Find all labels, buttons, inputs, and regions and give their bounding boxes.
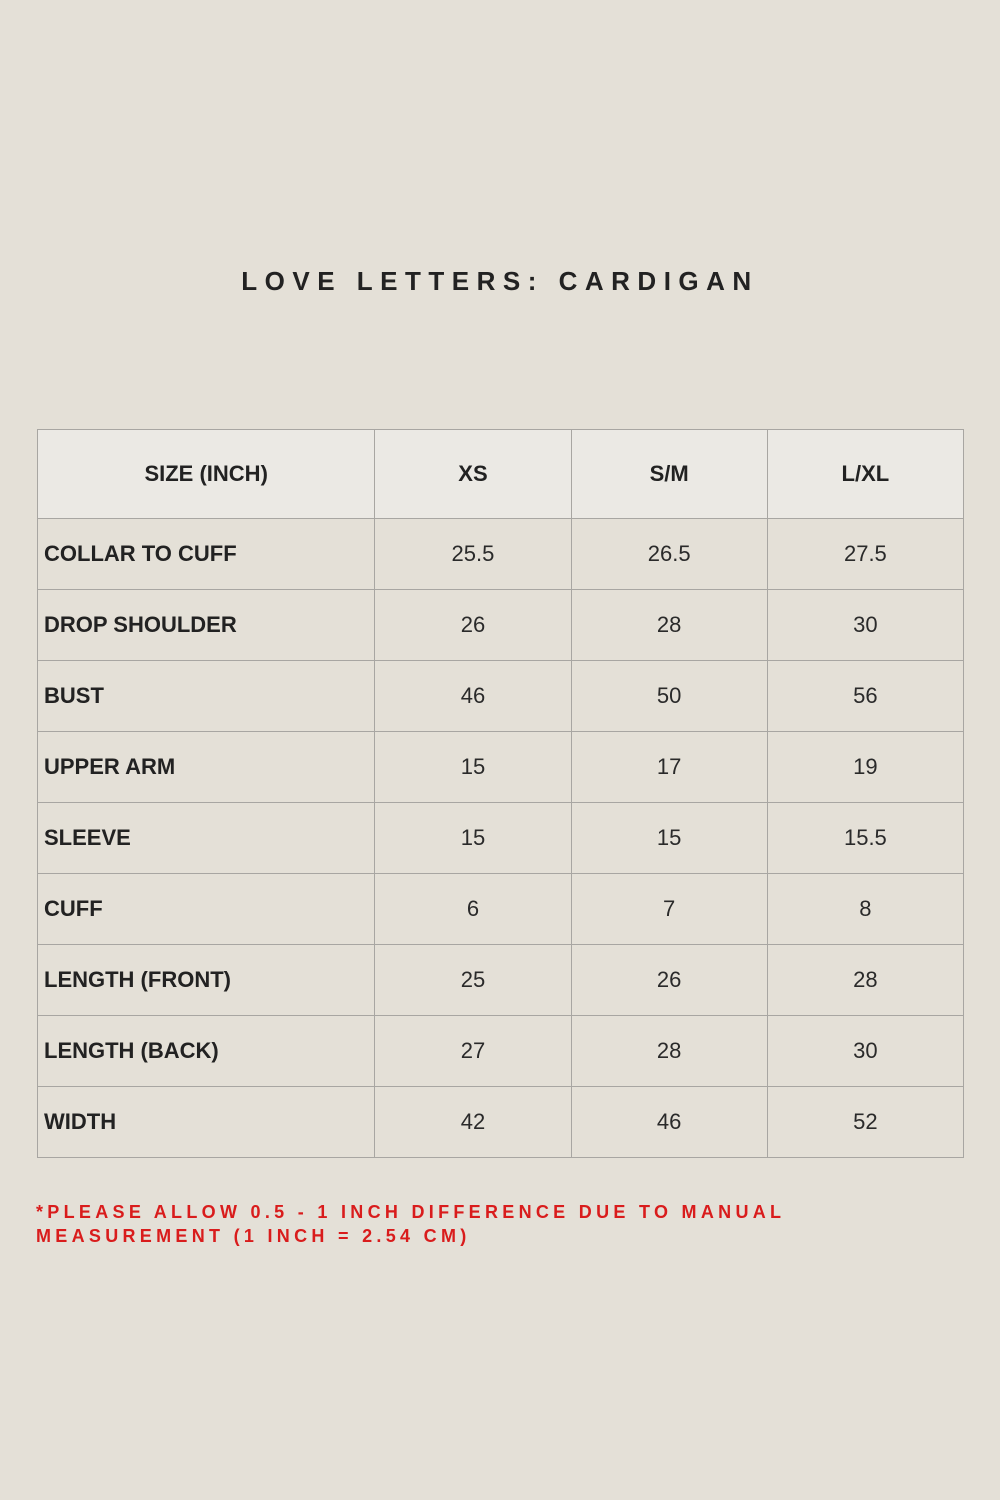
row-label: LENGTH (BACK) — [38, 1016, 375, 1087]
row-label: WIDTH — [38, 1087, 375, 1158]
measurement-cell: 52 — [767, 1087, 963, 1158]
measurement-cell: 28 — [767, 945, 963, 1016]
measurement-cell: 15.5 — [767, 803, 963, 874]
measurement-cell: 27.5 — [767, 519, 963, 590]
measurement-note — [36, 1200, 785, 1248]
measurement-cell: 27 — [375, 1016, 571, 1087]
table-row — [38, 1087, 964, 1158]
table-row — [38, 519, 964, 590]
measurement-cell: 15 — [571, 803, 767, 874]
measurement-cell: 50 — [571, 661, 767, 732]
row-label: LENGTH (FRONT) — [38, 945, 375, 1016]
measurement-cell: 7 — [571, 874, 767, 945]
size-chart-table — [37, 429, 964, 1158]
table-row — [38, 1016, 964, 1087]
row-label: BUST — [38, 661, 375, 732]
header-sm: S/M — [571, 430, 767, 519]
measurement-cell: 8 — [767, 874, 963, 945]
measurement-cell: 15 — [375, 732, 571, 803]
table-row — [38, 803, 964, 874]
measurement-cell: 15 — [375, 803, 571, 874]
measurement-cell: 26 — [571, 945, 767, 1016]
header-xs: XS — [375, 430, 571, 519]
table-header-row — [38, 430, 964, 519]
row-label: SLEEVE — [38, 803, 375, 874]
measurement-cell: 17 — [571, 732, 767, 803]
measurement-cell: 6 — [375, 874, 571, 945]
measurement-cell: 28 — [571, 1016, 767, 1087]
header-size: SIZE (INCH) — [38, 430, 375, 519]
table-row — [38, 732, 964, 803]
table-row — [38, 590, 964, 661]
measurement-cell: 46 — [375, 661, 571, 732]
measurement-cell: 19 — [767, 732, 963, 803]
measurement-cell: 46 — [571, 1087, 767, 1158]
page-title: LOVE LETTERS: CARDIGAN — [241, 266, 759, 296]
row-label: COLLAR TO CUFF — [38, 519, 375, 590]
measurement-cell: 42 — [375, 1087, 571, 1158]
row-label: UPPER ARM — [38, 732, 375, 803]
measurement-cell: 28 — [571, 590, 767, 661]
measurement-cell: 26.5 — [571, 519, 767, 590]
measurement-cell: 25.5 — [375, 519, 571, 590]
table-row — [38, 945, 964, 1016]
note-line-2: MEASUREMENT (1 INCH = 2.54 CM) — [36, 1226, 471, 1246]
measurement-cell: 25 — [375, 945, 571, 1016]
table-row — [38, 661, 964, 732]
row-label: DROP SHOULDER — [38, 590, 375, 661]
measurement-cell: 30 — [767, 1016, 963, 1087]
note-line-1: *PLEASE ALLOW 0.5 - 1 INCH DIFFERENCE DUE TO MANUAL — [36, 1202, 786, 1222]
row-label: CUFF — [38, 874, 375, 945]
measurement-cell: 30 — [767, 590, 963, 661]
measurement-cell: 56 — [767, 661, 963, 732]
measurement-cell: 26 — [375, 590, 571, 661]
table-row — [38, 874, 964, 945]
table-body — [38, 519, 964, 1158]
header-lxl: L/XL — [767, 430, 963, 519]
